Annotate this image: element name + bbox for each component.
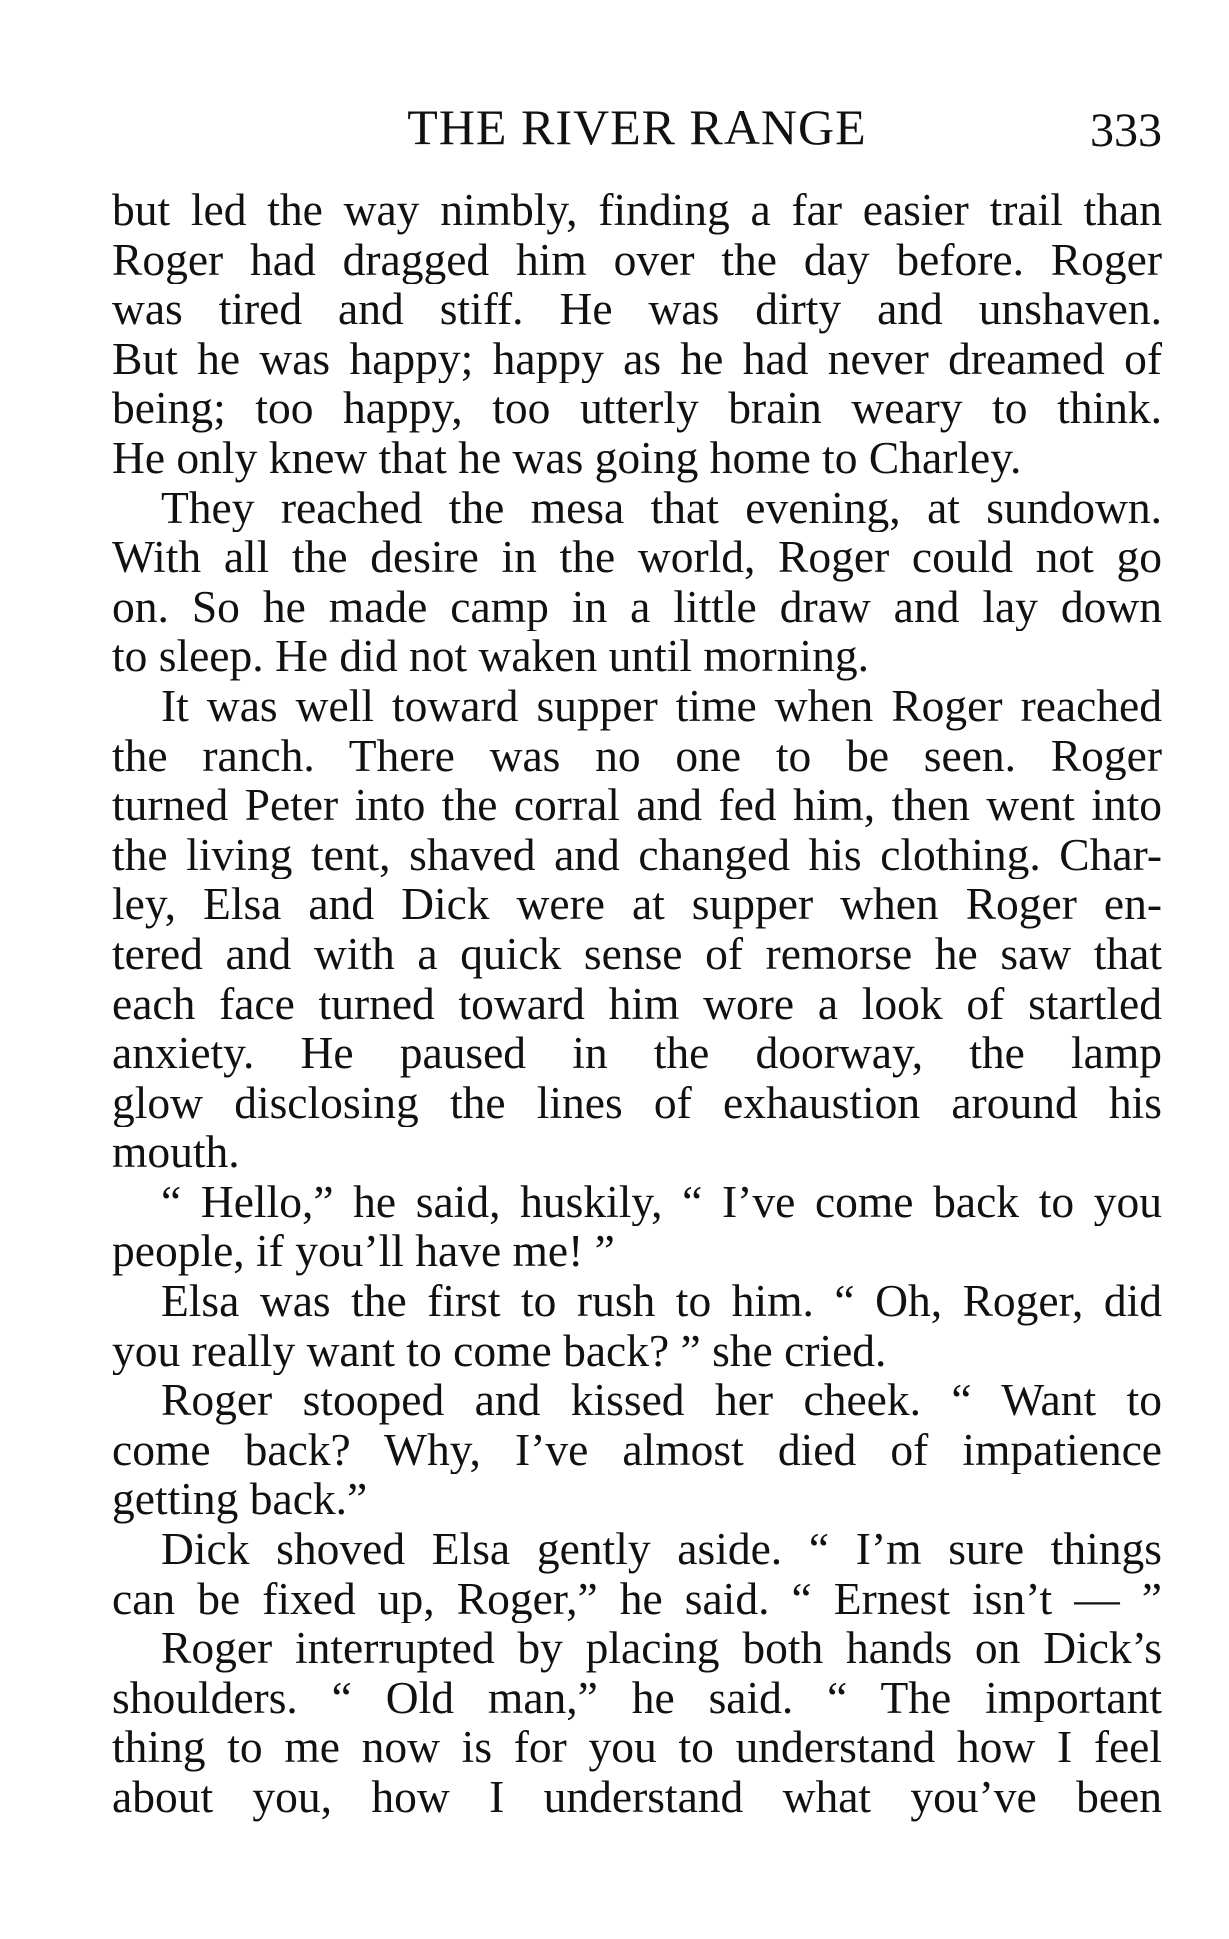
text-line: Elsa was the first to rush to him. “ Oh, Roger, did (161, 1276, 1162, 1326)
text-line: people, if you’ll have me! ” (112, 1226, 615, 1277)
text-line: to sleep. He did not waken until morning. (112, 631, 869, 681)
text-line: the living tent, shaved and changed his clothing. Char- (112, 829, 1162, 880)
text-line: the ranch. There was no one to be seen. Roger (112, 730, 1162, 781)
text-line: come back? Why, I’ve almost died of impatience (112, 1424, 1162, 1475)
text-line: anxiety. He paused in the doorway, the lamp (112, 1028, 1162, 1078)
text-line: can be fixed up, Roger,” he said. “ Ernest isn’t — ” (112, 1573, 1162, 1624)
text-line: ley, Elsa and Dick were at supper when Roger en- (112, 879, 1162, 929)
text-line: turned Peter into the corral and fed him, then went into (112, 780, 1162, 830)
running-title: THE RIVER RANGE (407, 99, 867, 155)
text-line: glow disclosing the lines of exhaustion around his (112, 1077, 1162, 1128)
text-line: but led the way nimbly, finding a far easier trail than (112, 185, 1162, 235)
text-line: tered and with a quick sense of remorse he saw that (112, 928, 1162, 979)
text-line: Roger had dragged him over the day before. Roger (112, 234, 1162, 285)
text-line: They reached the mesa that evening, at sundown. (161, 482, 1162, 533)
text-line: He only knew that he was going home to Charley. (112, 432, 1022, 483)
text-line: on. So he made camp in a little draw and lay down (112, 581, 1162, 632)
text-line: “ Hello,” he said, huskily, “ I’ve come back to you (161, 1176, 1162, 1227)
text-line: mouth. (112, 1127, 240, 1177)
text-line: With all the desire in the world, Roger could not go (112, 532, 1162, 582)
running-header (112, 92, 1162, 162)
body-text (112, 185, 1162, 1822)
text-line: being; too happy, too utterly brain weary to think. (112, 383, 1162, 433)
text-line: It was well toward supper time when Roger reached (161, 680, 1162, 731)
text-line: each face turned toward him wore a look of startled (112, 978, 1162, 1029)
text-line: But he was happy; happy as he had never dreamed of (112, 333, 1162, 384)
text-line: Roger interrupted by placing both hands on Dick’s (161, 1623, 1162, 1673)
text-line: Roger stooped and kissed her cheek. “ Want to (161, 1375, 1162, 1425)
text-line: shoulders. “ Old man,” he said. “ The important (112, 1672, 1162, 1723)
text-line: you really want to come back? ” she cried. (112, 1325, 887, 1376)
page-number: 333 (1090, 104, 1162, 157)
text-line: thing to me now is for you to understand how I feel (112, 1722, 1162, 1772)
text-line: getting back.” (112, 1474, 368, 1525)
text-line: was tired and stiff. He was dirty and unshaven. (112, 284, 1162, 334)
text-line: about you, how I understand what you’ve been (112, 1772, 1162, 1822)
text-line: Dick shoved Elsa gently aside. “ I’m sure things (161, 1524, 1162, 1574)
